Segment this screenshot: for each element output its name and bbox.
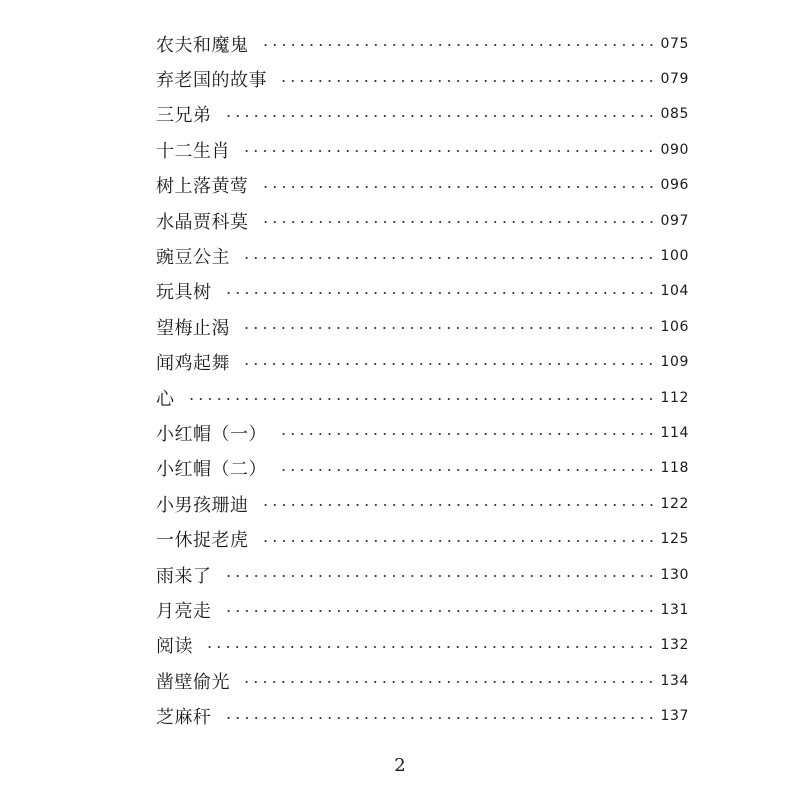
toc-entry[interactable] — [156, 168, 689, 203]
toc-entry-title: 月亮走 — [156, 600, 212, 622]
toc-entry-page: 125 — [660, 531, 689, 548]
dot-leader — [259, 186, 657, 188]
toc-entry-title: 望梅止渴 — [156, 317, 230, 339]
toc-entry-page: 097 — [660, 212, 689, 229]
toc-entry-title: 玩具树 — [156, 282, 212, 304]
toc-entry-title: 芝麻秆 — [156, 707, 212, 729]
toc-entry-page: 132 — [660, 637, 689, 654]
toc-entry-title: 一休捉老虎 — [156, 530, 249, 552]
toc-entry[interactable] — [156, 132, 689, 167]
dot-leader — [259, 540, 657, 542]
toc-entry[interactable] — [156, 203, 689, 238]
toc-entry[interactable] — [156, 486, 689, 521]
toc-entry[interactable] — [156, 628, 689, 663]
toc-entry-page: 075 — [660, 35, 689, 52]
toc-entry-page: 122 — [660, 495, 689, 512]
toc-entry-page: 109 — [660, 354, 689, 371]
toc-entry[interactable] — [156, 663, 689, 698]
toc-entry-title: 弃老国的故事 — [156, 70, 267, 92]
toc-entry-page: 085 — [660, 106, 689, 123]
toc-entry[interactable] — [156, 415, 689, 450]
toc-entry-title: 小红帽（二） — [156, 459, 267, 481]
toc-entry-page: 131 — [660, 601, 689, 618]
dot-leader — [277, 80, 656, 82]
dot-leader — [222, 115, 657, 117]
toc-entry-page: 112 — [660, 389, 689, 406]
dot-leader — [222, 292, 657, 294]
dot-leader — [240, 681, 656, 683]
toc-entry[interactable] — [156, 97, 689, 132]
toc-entry[interactable] — [156, 61, 689, 96]
toc-entry-page: 130 — [660, 566, 689, 583]
table-of-contents — [156, 26, 689, 734]
toc-entry-title: 农夫和魔鬼 — [156, 34, 249, 56]
dot-leader — [259, 504, 657, 506]
toc-entry-title: 闻鸡起舞 — [156, 353, 230, 375]
toc-entry-title: 三兄弟 — [156, 105, 212, 127]
toc-entry[interactable] — [156, 238, 689, 273]
toc-entry-title: 豌豆公主 — [156, 247, 230, 269]
toc-entry-title: 十二生肖 — [156, 140, 230, 162]
dot-leader — [259, 44, 657, 46]
toc-entry-title: 小红帽（一） — [156, 423, 267, 445]
toc-entry[interactable] — [156, 521, 689, 556]
dot-leader — [222, 575, 657, 577]
dot-leader — [277, 433, 656, 435]
dot-leader — [240, 150, 656, 152]
toc-entry-title: 树上落黄莺 — [156, 176, 249, 198]
dot-leader — [222, 610, 657, 612]
toc-entry-title: 凿壁偷光 — [156, 671, 230, 693]
toc-entry[interactable] — [156, 557, 689, 592]
toc-entry[interactable] — [156, 274, 689, 309]
toc-entry-page: 118 — [660, 460, 689, 477]
toc-entry[interactable] — [156, 592, 689, 627]
toc-entry-title: 雨来了 — [156, 565, 212, 587]
toc-entry-page: 106 — [660, 318, 689, 335]
dot-leader — [277, 469, 656, 471]
dot-leader — [203, 646, 656, 648]
toc-entry[interactable] — [156, 26, 689, 61]
toc-entry-page: 137 — [660, 708, 689, 725]
toc-entry-page: 104 — [660, 283, 689, 300]
toc-entry-title: 心 — [156, 388, 175, 410]
toc-entry[interactable] — [156, 451, 689, 486]
page-number: 2 — [394, 755, 406, 776]
dot-leader — [240, 363, 656, 365]
toc-entry-title: 阅读 — [156, 636, 193, 658]
toc-entry-page: 090 — [660, 141, 689, 158]
toc-entry[interactable] — [156, 380, 689, 415]
toc-entry-page: 134 — [660, 672, 689, 689]
dot-leader — [259, 221, 657, 223]
toc-entry-title: 水晶贾科莫 — [156, 211, 249, 233]
dot-leader — [222, 717, 657, 719]
toc-entry[interactable] — [156, 345, 689, 380]
toc-entry-title: 小男孩珊迪 — [156, 494, 249, 516]
toc-entry-page: 096 — [660, 177, 689, 194]
dot-leader — [240, 257, 656, 259]
toc-entry-page: 114 — [660, 424, 689, 441]
toc-entry-page: 100 — [660, 248, 689, 265]
toc-entry[interactable] — [156, 309, 689, 344]
toc-entry-page: 079 — [660, 71, 689, 88]
dot-leader — [185, 398, 657, 400]
dot-leader — [240, 327, 656, 329]
toc-entry[interactable] — [156, 698, 689, 733]
